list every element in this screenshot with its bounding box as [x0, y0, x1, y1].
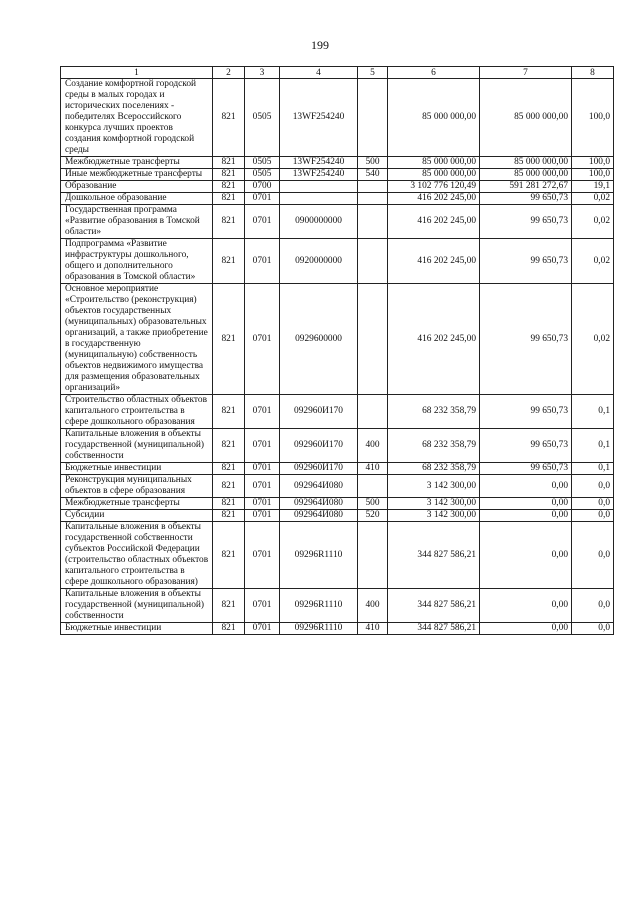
execution-percent-cell: 0,1: [572, 463, 614, 475]
plan-amount-cell: 68 232 358,79: [388, 463, 480, 475]
row-name-cell: Субсидии: [61, 510, 213, 522]
fact-amount-cell: 591 281 272,67: [480, 181, 572, 193]
row-name-cell: Межбюджетные трансферты: [61, 157, 213, 169]
execution-percent-cell: 0,0: [572, 475, 614, 498]
target-article-cell: 13WF254240: [280, 157, 358, 169]
fact-amount-cell: 0,00: [480, 522, 572, 589]
table-row: [61, 429, 614, 463]
fact-amount-cell: 99 650,73: [480, 284, 572, 395]
execution-percent-cell: 0,0: [572, 589, 614, 623]
fact-amount-cell: 85 000 000,00: [480, 157, 572, 169]
section-code-cell: 0701: [245, 589, 280, 623]
column-header: 6: [388, 67, 480, 79]
execution-percent-cell: 0,02: [572, 239, 614, 284]
target-article-cell: 0929600000: [280, 284, 358, 395]
expense-kind-cell: 410: [358, 623, 388, 635]
row-name-cell: Бюджетные инвестиции: [61, 463, 213, 475]
row-name-cell: Капитальные вложения в объекты государственной собственности субъектов Российской Федерации (строительство областных объектов капитального строительства в сфере дошкольного образования): [61, 522, 213, 589]
section-code-cell: 0700: [245, 181, 280, 193]
target-article-cell: 092964И080: [280, 498, 358, 510]
plan-amount-cell: 85 000 000,00: [388, 169, 480, 181]
grbs-code-cell: 821: [213, 193, 245, 205]
expense-kind-cell: 400: [358, 589, 388, 623]
fact-amount-cell: 85 000 000,00: [480, 169, 572, 181]
fact-amount-cell: 85 000 000,00: [480, 79, 572, 157]
plan-amount-cell: 85 000 000,00: [388, 79, 480, 157]
column-header: 3: [245, 67, 280, 79]
table-row: [61, 239, 614, 284]
row-name-cell: Иные межбюджетные трансферты: [61, 169, 213, 181]
execution-percent-cell: 0,0: [572, 623, 614, 635]
execution-percent-cell: 100,0: [572, 79, 614, 157]
expense-kind-cell: 500: [358, 157, 388, 169]
column-header: 5: [358, 67, 388, 79]
table-row: [61, 510, 614, 522]
plan-amount-cell: 416 202 245,00: [388, 239, 480, 284]
target-article-cell: 13WF254240: [280, 169, 358, 181]
expense-kind-cell: 400: [358, 429, 388, 463]
section-code-cell: 0701: [245, 623, 280, 635]
table-row: [61, 395, 614, 429]
fact-amount-cell: 99 650,73: [480, 429, 572, 463]
grbs-code-cell: 821: [213, 181, 245, 193]
fact-amount-cell: 99 650,73: [480, 463, 572, 475]
table-header-row: [61, 67, 614, 79]
target-article-cell: 0900000000: [280, 205, 358, 239]
grbs-code-cell: 821: [213, 284, 245, 395]
row-name-cell: Государственная программа «Развитие образования в Томской области»: [61, 205, 213, 239]
fact-amount-cell: 99 650,73: [480, 193, 572, 205]
execution-percent-cell: 0,02: [572, 205, 614, 239]
grbs-code-cell: 821: [213, 79, 245, 157]
section-code-cell: 0505: [245, 79, 280, 157]
budget-table: [60, 66, 614, 635]
target-article-cell: 09296R1110: [280, 522, 358, 589]
section-code-cell: 0505: [245, 157, 280, 169]
section-code-cell: 0701: [245, 522, 280, 589]
execution-percent-cell: 0,0: [572, 510, 614, 522]
target-article-cell: 0920000000: [280, 239, 358, 284]
column-header: 1: [61, 67, 213, 79]
row-name-cell: Капитальные вложения в объекты государственной (муниципальной) собственности: [61, 429, 213, 463]
expense-kind-cell: [358, 475, 388, 498]
section-code-cell: 0701: [245, 475, 280, 498]
fact-amount-cell: 0,00: [480, 623, 572, 635]
section-code-cell: 0701: [245, 284, 280, 395]
plan-amount-cell: 344 827 586,21: [388, 623, 480, 635]
grbs-code-cell: 821: [213, 498, 245, 510]
target-article-cell: 13WF254240: [280, 79, 358, 157]
target-article-cell: 092960И170: [280, 395, 358, 429]
plan-amount-cell: 3 102 776 120,49: [388, 181, 480, 193]
expense-kind-cell: 410: [358, 463, 388, 475]
execution-percent-cell: 0,02: [572, 193, 614, 205]
expense-kind-cell: 540: [358, 169, 388, 181]
fact-amount-cell: 99 650,73: [480, 205, 572, 239]
fact-amount-cell: 0,00: [480, 510, 572, 522]
section-code-cell: 0505: [245, 169, 280, 181]
expense-kind-cell: [358, 239, 388, 284]
section-code-cell: 0701: [245, 510, 280, 522]
row-name-cell: Подпрограмма «Развитие инфраструктуры дошкольного, общего и дополнительного образования в Томской области»: [61, 239, 213, 284]
execution-percent-cell: 100,0: [572, 169, 614, 181]
column-header: 2: [213, 67, 245, 79]
grbs-code-cell: 821: [213, 510, 245, 522]
row-name-cell: Дошкольное образование: [61, 193, 213, 205]
plan-amount-cell: 68 232 358,79: [388, 395, 480, 429]
fact-amount-cell: 0,00: [480, 475, 572, 498]
grbs-code-cell: 821: [213, 395, 245, 429]
table-body: [61, 79, 614, 635]
plan-amount-cell: 416 202 245,00: [388, 284, 480, 395]
grbs-code-cell: 821: [213, 522, 245, 589]
row-name-cell: Межбюджетные трансферты: [61, 498, 213, 510]
section-code-cell: 0701: [245, 463, 280, 475]
grbs-code-cell: 821: [213, 169, 245, 181]
grbs-code-cell: 821: [213, 623, 245, 635]
section-code-cell: 0701: [245, 429, 280, 463]
execution-percent-cell: 0,1: [572, 429, 614, 463]
table-row: [61, 284, 614, 395]
row-name-cell: Основное мероприятие «Строительство (реконструкция) объектов государственных (муниципальных) образовательных организаций, а также приобретение в государственную (муниципальную) собственность объектов недвижимого имущества для размещения образовательных организаций»: [61, 284, 213, 395]
grbs-code-cell: 821: [213, 239, 245, 284]
plan-amount-cell: 416 202 245,00: [388, 193, 480, 205]
section-code-cell: 0701: [245, 498, 280, 510]
row-name-cell: Бюджетные инвестиции: [61, 623, 213, 635]
page-number: 199: [311, 38, 329, 52]
table-row: [61, 498, 614, 510]
expense-kind-cell: [358, 79, 388, 157]
target-article-cell: [280, 193, 358, 205]
expense-kind-cell: [358, 205, 388, 239]
table-row: [61, 181, 614, 193]
section-code-cell: 0701: [245, 193, 280, 205]
grbs-code-cell: 821: [213, 157, 245, 169]
section-code-cell: 0701: [245, 205, 280, 239]
target-article-cell: 09296R1110: [280, 589, 358, 623]
expense-kind-cell: 500: [358, 498, 388, 510]
column-header: 8: [572, 67, 614, 79]
execution-percent-cell: 0,1: [572, 395, 614, 429]
table-row: [61, 623, 614, 635]
row-name-cell: Создание комфортной городской среды в малых городах и исторических поселениях - победителях Всероссийского конкурса лучших проектов создания комфортной городской среды: [61, 79, 213, 157]
column-header: 7: [480, 67, 572, 79]
target-article-cell: 092964И080: [280, 510, 358, 522]
table-row: [61, 79, 614, 157]
expense-kind-cell: [358, 193, 388, 205]
row-name-cell: Реконструкция муниципальных объектов в сфере образования: [61, 475, 213, 498]
execution-percent-cell: 0,02: [572, 284, 614, 395]
target-article-cell: 092964И080: [280, 475, 358, 498]
table-row: [61, 205, 614, 239]
table-row: [61, 522, 614, 589]
plan-amount-cell: 85 000 000,00: [388, 157, 480, 169]
grbs-code-cell: 821: [213, 463, 245, 475]
column-header: 4: [280, 67, 358, 79]
expense-kind-cell: [358, 395, 388, 429]
table-row: [61, 193, 614, 205]
expense-kind-cell: [358, 522, 388, 589]
fact-amount-cell: 99 650,73: [480, 239, 572, 284]
row-name-cell: Образование: [61, 181, 213, 193]
fact-amount-cell: 0,00: [480, 498, 572, 510]
execution-percent-cell: 0,0: [572, 522, 614, 589]
target-article-cell: 092960И170: [280, 429, 358, 463]
table-row: [61, 157, 614, 169]
plan-amount-cell: 68 232 358,79: [388, 429, 480, 463]
target-article-cell: 09296R1110: [280, 623, 358, 635]
target-article-cell: [280, 181, 358, 193]
section-code-cell: 0701: [245, 395, 280, 429]
expense-kind-cell: [358, 181, 388, 193]
fact-amount-cell: 0,00: [480, 589, 572, 623]
grbs-code-cell: 821: [213, 475, 245, 498]
grbs-code-cell: 821: [213, 205, 245, 239]
execution-percent-cell: 100,0: [572, 157, 614, 169]
section-code-cell: 0701: [245, 239, 280, 284]
grbs-code-cell: 821: [213, 429, 245, 463]
target-article-cell: 092960И170: [280, 463, 358, 475]
grbs-code-cell: 821: [213, 589, 245, 623]
execution-percent-cell: 0,0: [572, 498, 614, 510]
plan-amount-cell: 344 827 586,21: [388, 522, 480, 589]
row-name-cell: Строительство областных объектов капитального строительства в сфере дошкольного образования: [61, 395, 213, 429]
plan-amount-cell: 3 142 300,00: [388, 498, 480, 510]
expense-kind-cell: [358, 284, 388, 395]
execution-percent-cell: 19,1: [572, 181, 614, 193]
plan-amount-cell: 3 142 300,00: [388, 510, 480, 522]
plan-amount-cell: 3 142 300,00: [388, 475, 480, 498]
table-row: [61, 463, 614, 475]
plan-amount-cell: 344 827 586,21: [388, 589, 480, 623]
expense-kind-cell: 520: [358, 510, 388, 522]
table-row: [61, 169, 614, 181]
plan-amount-cell: 416 202 245,00: [388, 205, 480, 239]
table-row: [61, 589, 614, 623]
fact-amount-cell: 99 650,73: [480, 395, 572, 429]
row-name-cell: Капитальные вложения в объекты государственной (муниципальной) собственности: [61, 589, 213, 623]
table-row: [61, 475, 614, 498]
